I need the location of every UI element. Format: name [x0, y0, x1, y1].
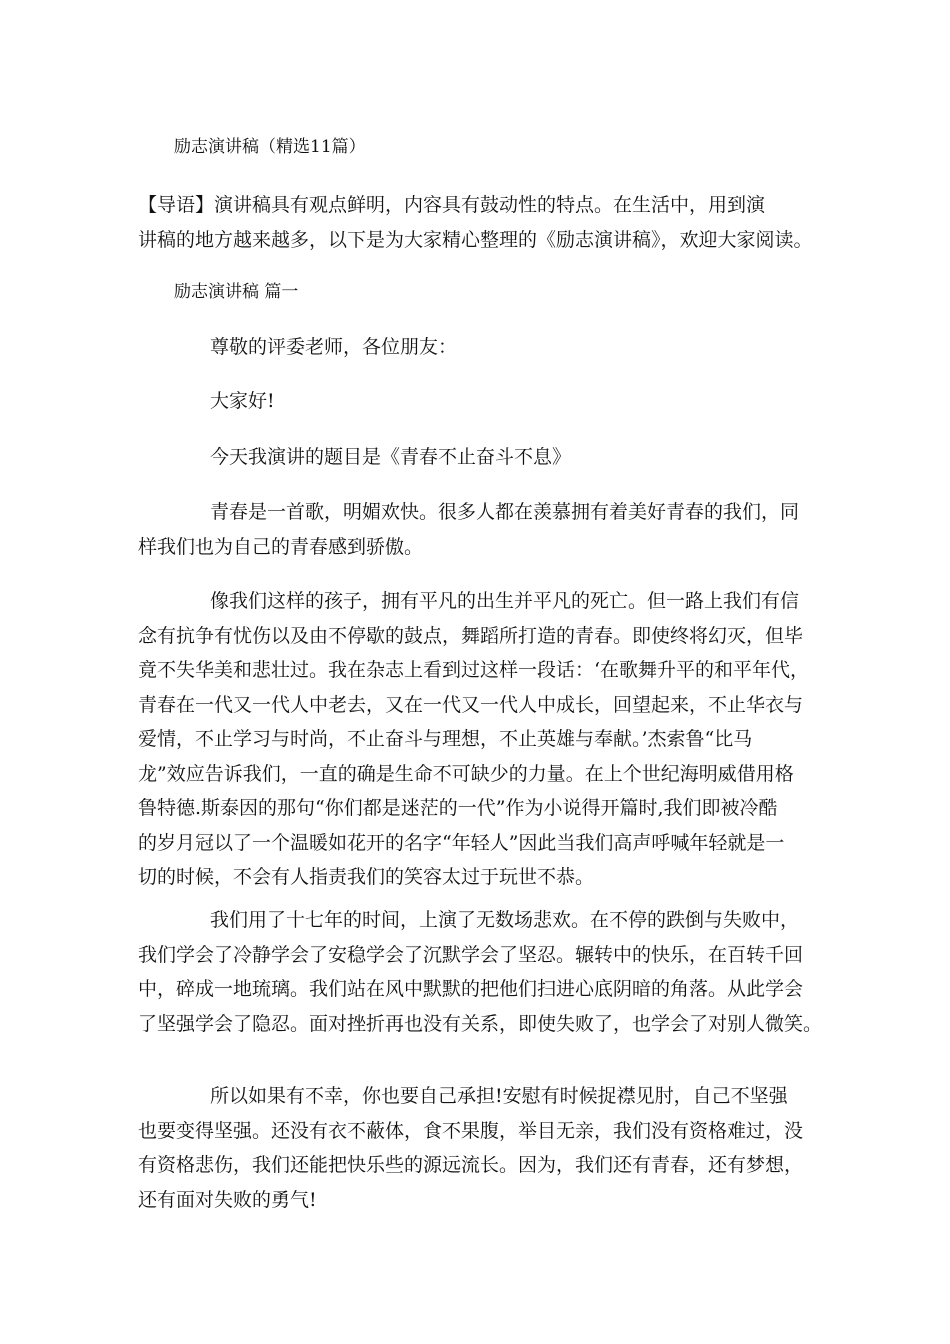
- intro-line: 讲稿的地方越来越多，以下是为大家精心整理的《励志演讲稿》，欢迎大家阅读。: [138, 228, 813, 251]
- speech-topic: [138, 440, 828, 475]
- paragraph-line: 像我们这样的孩子，拥有平凡的出生并平凡的死亡。但一路上我们有信: [210, 590, 800, 612]
- paragraph-line: 也要变得坚强。还没有衣不蔽体，食不果腹，举目无亲，我们没有资格难过，没: [138, 1119, 804, 1142]
- salutation-text: 尊敬的评委老师，各位朋友：: [210, 336, 458, 358]
- paragraph-line: 中，碎成一地琉璃。我们站在风中默默的把他们扫进心底阴暗的角落。从此学会: [138, 978, 804, 1000]
- paragraph-line: 念有抗争有忧伤以及由不停歇的鼓点，舞蹈所打造的青春。即使终将幻灭，但毕: [138, 624, 804, 647]
- greeting-text: 大家好!: [210, 390, 275, 412]
- paragraph-line: 青春在一代又一代人中老去，又在一代又一代人中成长，回望起来，不止华衣与: [138, 693, 804, 716]
- paragraph-2: [138, 584, 828, 895]
- paragraph-line: 还有面对失败的勇气!: [138, 1188, 317, 1211]
- paragraph-line: 切的时候，不会有人指责我们的笑容太过于玩世不恭。: [138, 866, 595, 888]
- paragraph-line: 爱情，不止学习与时尚，不止奋斗与理想，不止英雄与奉献。’杰索鲁“比马: [138, 728, 753, 750]
- section-title: 励志演讲稿 篇一: [174, 282, 299, 302]
- paragraph-line: 龙”效应告诉我们，一直的确是生命不可缺少的力量。在上个世纪海明威借用格: [138, 762, 794, 785]
- document-title: 励志演讲稿（精选11篇）: [174, 137, 366, 157]
- paragraph-line: 青春是一首歌，明媚欢快。很多人都在羡慕拥有着美好青春的我们，同: [210, 501, 800, 523]
- paragraph-line: 了坚强学会了隐忍。面对挫折再也没有关系，即使失败了，也学会了对别人微笑。: [138, 1012, 823, 1035]
- intro-line: 【导语】演讲稿具有观点鲜明，内容具有鼓动性的特点。在生活中，用到演: [138, 194, 766, 216]
- paragraph-4: [138, 1079, 828, 1217]
- greeting: [138, 384, 828, 419]
- paragraph-line: 所以如果有不幸，你也要自己承担!安慰有时候捉襟见肘，自己不坚强: [210, 1085, 788, 1107]
- topic-text: 今天我演讲的题目是《青春不止奋斗不息》: [210, 446, 572, 468]
- paragraph-3: [138, 903, 828, 1041]
- salutation: [138, 330, 828, 365]
- paragraph-line: 有资格悲伤，我们还能把快乐些的源远流长。因为，我们还有青春，还有梦想，: [138, 1154, 804, 1176]
- paragraph-line: 我们学会了冷静学会了安稳学会了沉默学会了坚忍。辗转中的快乐，在百转千回: [138, 943, 804, 966]
- paragraph-line: 样我们也为自己的青春感到骄傲。: [138, 535, 424, 558]
- intro-paragraph: [138, 188, 828, 257]
- paragraph-line: 我们用了十七年的时间，上演了无数场悲欢。在不停的跌倒与失败中，: [210, 909, 800, 931]
- paragraph-1: [138, 495, 828, 564]
- paragraph-line: 的岁月冠以了一个温暖如花开的名字“年轻人”因此当我们高声呼喊年轻就是一: [138, 831, 785, 854]
- paragraph-line: 鲁特德.斯泰因的那句“你们都是迷茫的一代”作为小说得开篇时,我们即被冷酷: [138, 797, 778, 819]
- paragraph-line: 竟不失华美和悲壮过。我在杂志上看到过这样一段话：‘在歌舞升平的和平年代，: [138, 659, 810, 681]
